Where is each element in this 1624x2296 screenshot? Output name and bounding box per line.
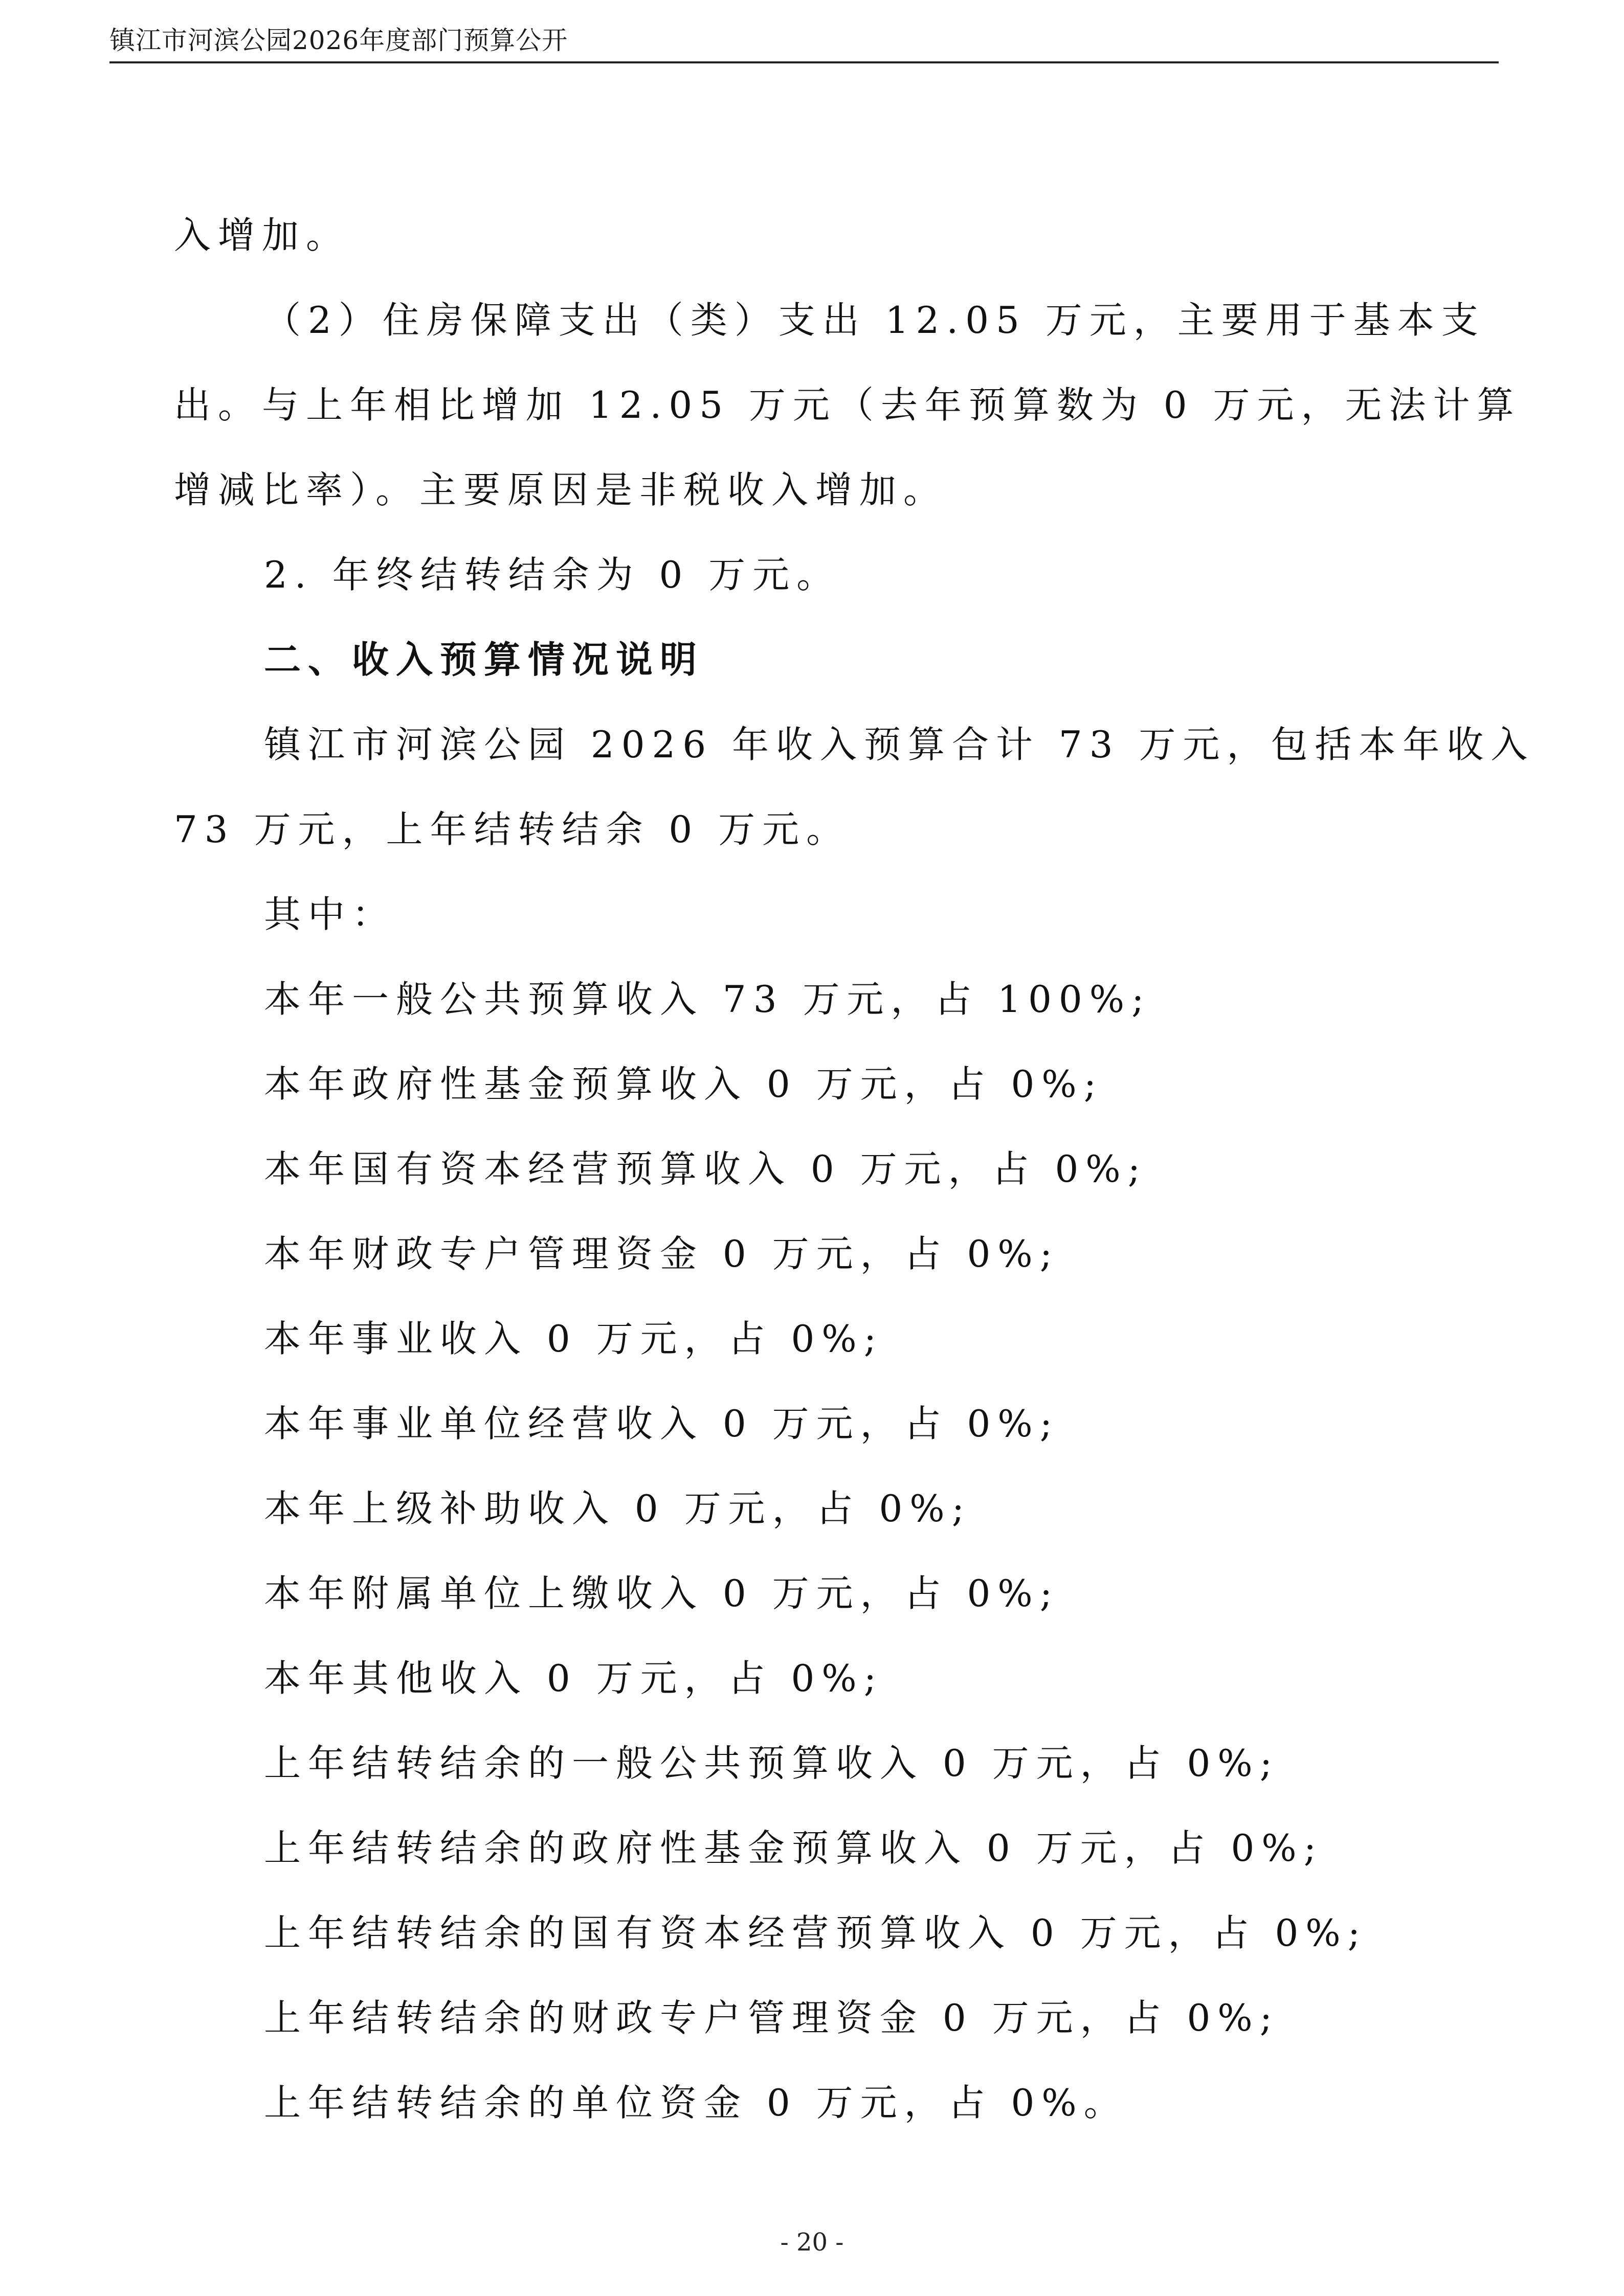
list-item: 本年事业单位经营收入 0 万元，占 0%; [264, 1402, 1059, 1445]
running-header: 镇江市河滨公园2026年度部门预算公开 [109, 26, 568, 55]
list-item: 上年结转结余的财政专户管理资金 0 万元，占 0%; [264, 1996, 1279, 2039]
paragraph-line: 增减比率）。主要原因是非税收入增加。 [174, 468, 948, 511]
list-item: 本年附属单位上缴收入 0 万元，占 0%; [264, 1572, 1059, 1615]
page-number: - 20 - [780, 2228, 844, 2257]
list-item: 本年其他收入 0 万元，占 0%; [264, 1657, 883, 1700]
paragraph-line: 2. 年终结转结余为 0 万元。 [264, 553, 841, 596]
paragraph-line: 入增加。 [174, 214, 350, 257]
header-rule [109, 61, 1499, 63]
list-item: 本年事业收入 0 万元，占 0%; [264, 1317, 883, 1360]
paragraph-line: 其中： [264, 893, 396, 936]
section-heading: 二、收入预算情况说明 [264, 638, 704, 681]
paragraph-line: （2）住房保障支出（类）支出 12.05 万元，主要用于基本支 [264, 299, 1485, 342]
list-item: 本年政府性基金预算收入 0 万元，占 0%; [264, 1063, 1103, 1106]
list-item: 本年一般公共预算收入 73 万元，占 100%; [264, 978, 1151, 1021]
list-item: 本年国有资本经营预算收入 0 万元，占 0%; [264, 1147, 1147, 1190]
list-item: 上年结转结余的政府性基金预算收入 0 万元，占 0%; [264, 1827, 1323, 1870]
paragraph-line: 73 万元，上年结转结余 0 万元。 [174, 808, 851, 851]
list-item: 本年上级补助收入 0 万元，占 0%; [264, 1487, 971, 1530]
list-item: 上年结转结余的国有资本经营预算收入 0 万元，占 0%; [264, 1911, 1367, 1954]
list-item: 上年结转结余的单位资金 0 万元，占 0%。 [264, 2081, 1128, 2124]
paragraph-line: 出。与上年相比增加 12.05 万元（去年预算数为 0 万元，无法计算 [174, 384, 1521, 426]
list-item: 本年财政专户管理资金 0 万元，占 0%; [264, 1232, 1059, 1275]
paragraph-line: 镇江市河滨公园 2026 年收入预算合计 73 万元，包括本年收入 [264, 723, 1535, 766]
list-item: 上年结转结余的一般公共预算收入 0 万元，占 0%; [264, 1742, 1279, 1785]
